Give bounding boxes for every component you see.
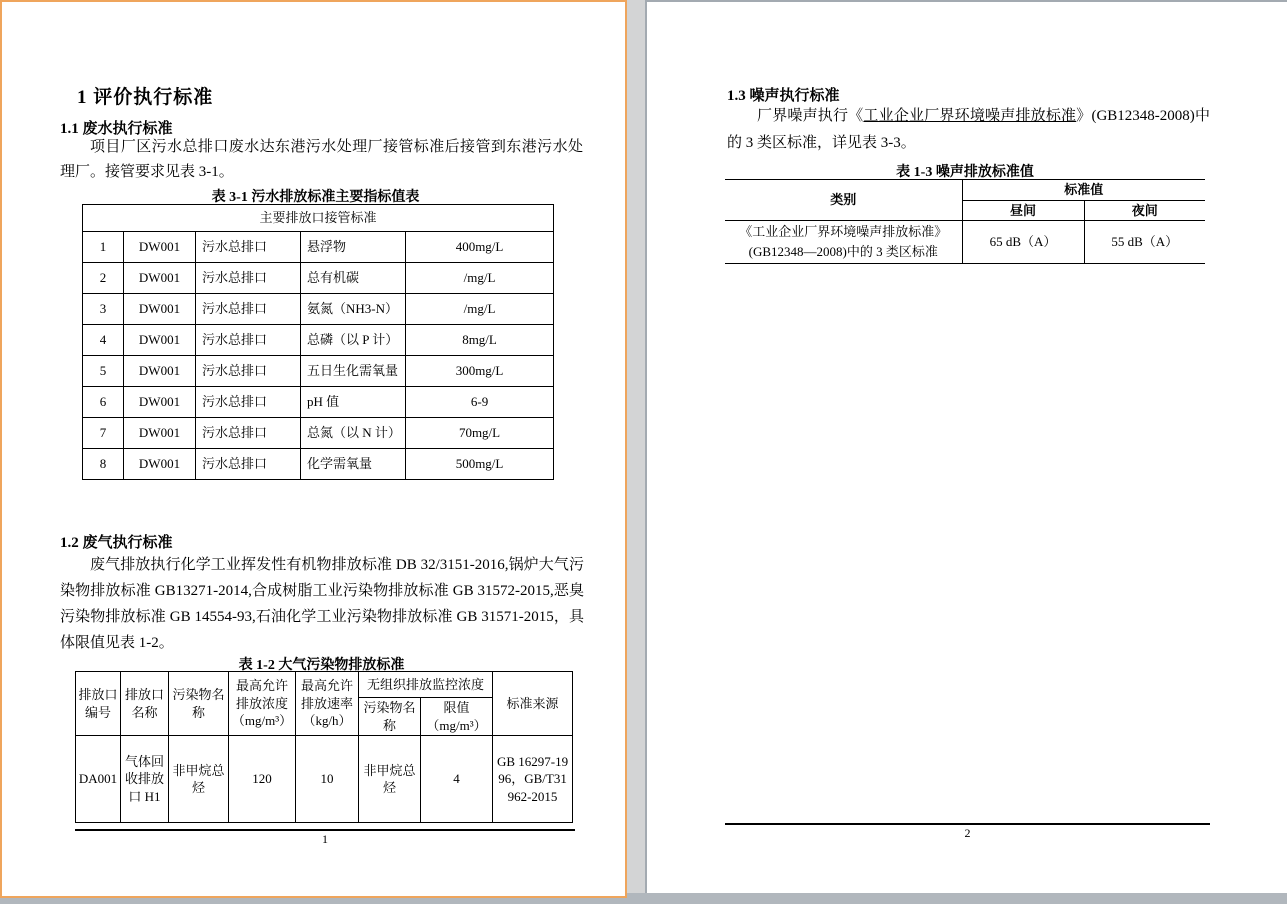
- header-standard-value: 标准值: [962, 180, 1205, 201]
- table-cell: DW001: [124, 418, 196, 449]
- table-cell: 6: [83, 387, 124, 418]
- table-cell: 污水总排口: [196, 232, 301, 263]
- section-1-3-paragraph: [727, 103, 1210, 157]
- section-1-2-title: 1.2 废气执行标准: [60, 535, 173, 551]
- section-1-1-paragraph: 项目厂区污水总排口废水达东港污水处理厂接管标准后接管到东港污水处理厂。接管要求见表 3-1。: [60, 139, 583, 180]
- underlined-standard-name: 工业企业厂界环境噪声排放标准: [863, 108, 1077, 124]
- table-row: [83, 232, 554, 263]
- table-1-3-caption: 表 1-3 噪声排放标准值: [896, 165, 1034, 180]
- table-cell: 4: [83, 325, 124, 356]
- header-pollutant: 污染物名称: [169, 672, 229, 736]
- header-standard-source: 标准来源: [493, 672, 573, 736]
- document-page-1[interactable]: [0, 0, 627, 898]
- table-cell: 污水总排口: [196, 449, 301, 480]
- table-row: [83, 294, 554, 325]
- table-cell: 120: [229, 736, 296, 823]
- category-line-2: (GB12348—2008)中的 3 类区标准: [748, 244, 938, 260]
- table-row: [76, 736, 573, 823]
- header-outlet-name: 排放口名称: [121, 672, 169, 736]
- table-cell: DW001: [124, 263, 196, 294]
- header-daytime: 昼间: [962, 200, 1084, 221]
- table-cell: /mg/L: [406, 294, 554, 325]
- table-row: [83, 205, 554, 232]
- table-cell: 8: [83, 449, 124, 480]
- table-cell: 污水总排口: [196, 294, 301, 325]
- table-cell-day-value: 65 dB（A）: [962, 221, 1084, 264]
- table-3-1-caption: 表 3-1 污水排放标准主要指标值表: [211, 190, 420, 205]
- table-cell: 3: [83, 294, 124, 325]
- table-cell: 悬浮物: [301, 232, 406, 263]
- table-cell: GB 16297-1996，GB/T31962-2015: [493, 736, 573, 823]
- table-cell: DW001: [124, 294, 196, 325]
- table-cell: 非甲烷总烃: [169, 736, 229, 823]
- table-cell: DW001: [124, 449, 196, 480]
- table-cell: DW001: [124, 356, 196, 387]
- table-row: [83, 449, 554, 480]
- header-outlet-id: 排放口编号: [76, 672, 121, 736]
- table-3-1-wastewater-standards: [82, 204, 554, 480]
- table-cell: 300mg/L: [406, 356, 554, 387]
- header-fugitive-group: 无组织排放监控浓度: [359, 672, 493, 698]
- footer-divider-line: [75, 829, 575, 831]
- table-cell: 7: [83, 418, 124, 449]
- table-1-2-caption: 表 1-2 大气污染物排放标准: [238, 658, 405, 673]
- table-cell: 10: [296, 736, 359, 823]
- table-cell-category: [725, 221, 962, 264]
- table-cell: 500mg/L: [406, 449, 554, 480]
- table-cell: 4: [421, 736, 493, 823]
- table-cell: DA001: [76, 736, 121, 823]
- header-fugitive-pollutant: 污染物名称: [359, 698, 421, 736]
- table-cell: 污水总排口: [196, 387, 301, 418]
- table-row: [725, 180, 1205, 201]
- table-cell: 污水总排口: [196, 418, 301, 449]
- table-cell: 2: [83, 263, 124, 294]
- table-cell: /mg/L: [406, 263, 554, 294]
- table-cell: 6-9: [406, 387, 554, 418]
- table-row: [76, 672, 573, 698]
- table-row: [83, 325, 554, 356]
- table-cell: DW001: [124, 387, 196, 418]
- table-cell: pH 值: [301, 387, 406, 418]
- table-cell: DW001: [124, 232, 196, 263]
- table-cell: 400mg/L: [406, 232, 554, 263]
- category-line-1: 《工业企业厂界环境噪声排放标准》: [739, 224, 948, 240]
- table-cell: 氨氮（NH3-N）: [301, 294, 406, 325]
- section-1-1-title: 1.1 废水执行标准: [60, 121, 173, 137]
- table-row: [83, 356, 554, 387]
- table-cell: 总有机碳: [301, 263, 406, 294]
- page-number: 1: [322, 832, 328, 846]
- table-cell: 8mg/L: [406, 325, 554, 356]
- table-cell: 五日生化需氧量: [301, 356, 406, 387]
- table-1-3-noise-standards: [725, 179, 1205, 264]
- table-cell: 总氮（以 N 计）: [301, 418, 406, 449]
- table-cell: 总磷（以 P 计）: [301, 325, 406, 356]
- heading-evaluation-standards: 1 评价执行标准: [77, 87, 214, 108]
- table-cell: 1: [83, 232, 124, 263]
- table-cell: 70mg/L: [406, 418, 554, 449]
- page-number: 2: [964, 826, 971, 840]
- footer-divider-line: [725, 823, 1210, 825]
- table-cell: DW001: [124, 325, 196, 356]
- table-cell: 气体回收排放口 H1: [121, 736, 169, 823]
- paragraph-text: 》(GB12348-2008)中的 3 类区标准，详见表 3-3。: [727, 108, 1210, 151]
- table-1-2-air-pollutant-standards: [75, 671, 573, 823]
- document-page-2[interactable]: [645, 0, 1287, 893]
- table-cell-night-value: 55 dB（A）: [1084, 221, 1205, 264]
- table-row: [83, 263, 554, 294]
- table-row: [83, 387, 554, 418]
- section-1-3-title: 1.3 噪声执行标准: [727, 88, 840, 104]
- table-cell: 污水总排口: [196, 325, 301, 356]
- table-row: [725, 221, 1205, 264]
- header-max-concentration: 最高允许排放浓度（mg/m³）: [229, 672, 296, 736]
- table-cell: 非甲烷总烃: [359, 736, 421, 823]
- table-cell: 化学需氧量: [301, 449, 406, 480]
- header-nighttime: 夜间: [1084, 200, 1205, 221]
- table-row: [83, 418, 554, 449]
- table-cell: 5: [83, 356, 124, 387]
- header-fugitive-limit: 限值（mg/m³）: [421, 698, 493, 736]
- section-1-2-paragraph: 废气排放执行化学工业挥发性有机物排放标准 DB 32/3151-2016,锅炉大气污染物排放标准 GB13271-2014,合成树脂工业污染物排放标准 GB 31572-2015,恶臭污染物排放标准 GB 14554-93,石油化学工业污染物排放标准 GB 31571-2015，具体限值见表 1-2。: [60, 557, 584, 651]
- header-category: 类别: [725, 180, 962, 221]
- table-3-1-merged-header: 主要排放口接管标准: [83, 205, 554, 232]
- header-max-rate: 最高允许排放速率（kg/h）: [296, 672, 359, 736]
- paragraph-text: 厂界噪声执行《: [757, 108, 864, 124]
- table-cell: 污水总排口: [196, 263, 301, 294]
- table-cell: 污水总排口: [196, 356, 301, 387]
